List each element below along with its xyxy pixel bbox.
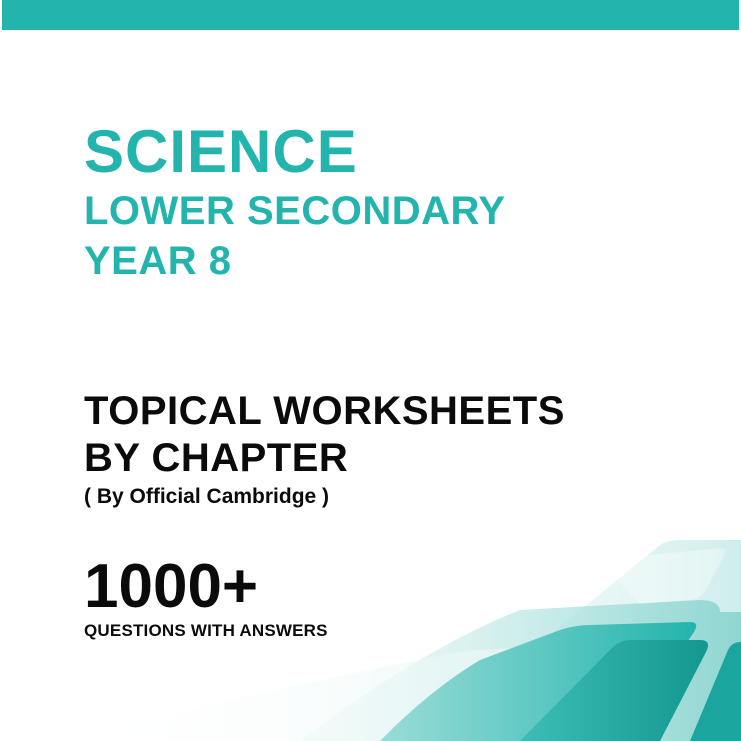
cover-title-block	[84, 118, 506, 286]
worksheet-info-block	[84, 388, 565, 510]
source-note: ( By Official Cambridge )	[84, 485, 330, 508]
year-title: YEAR 8	[84, 239, 232, 283]
question-count-block	[84, 552, 328, 642]
subject-title: SCIENCE	[84, 118, 358, 185]
question-count: 1000+	[84, 552, 259, 621]
worksheet-heading-line-2: BY CHAPTER	[84, 436, 349, 480]
worksheet-heading-line-1: TOPICAL WORKSHEETS	[84, 389, 565, 433]
question-caption: QUESTIONS WITH ANSWERS	[84, 621, 328, 640]
level-title: LOWER SECONDARY	[84, 189, 506, 233]
